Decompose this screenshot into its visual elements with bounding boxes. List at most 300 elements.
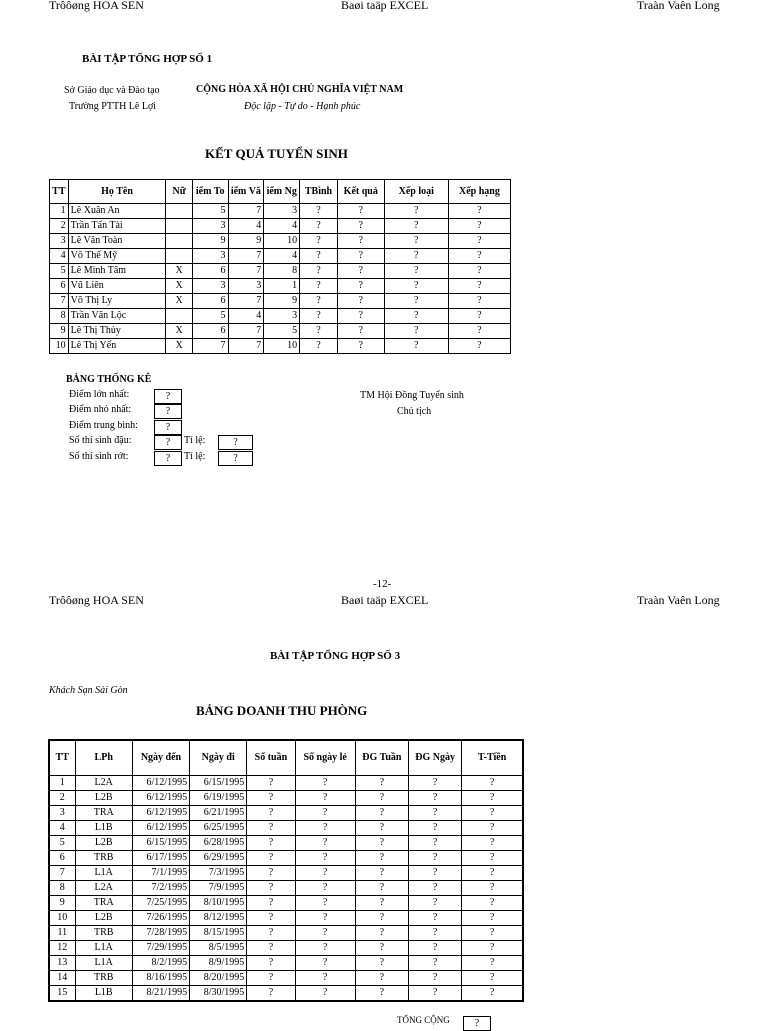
- table-cell: ?: [355, 986, 408, 1002]
- column-header: iểm To: [192, 180, 228, 204]
- table-cell: ?: [448, 339, 510, 354]
- table-cell: 2: [49, 791, 75, 806]
- table-cell: ?: [295, 866, 355, 881]
- table-cell: 7/26/1995: [132, 911, 189, 926]
- table-cell: ?: [337, 234, 384, 249]
- table-row: [50, 324, 511, 339]
- table-cell: ?: [384, 204, 448, 219]
- table-cell: 9: [50, 324, 69, 339]
- table-row: [50, 249, 511, 264]
- table-cell: 9: [192, 234, 228, 249]
- table-cell: ?: [355, 926, 408, 941]
- table-cell: 8: [50, 309, 69, 324]
- table-cell: ?: [462, 851, 523, 866]
- table-cell: 7/3/1995: [190, 866, 247, 881]
- column-header: ĐG Tuần: [355, 740, 408, 776]
- table-cell: ?: [384, 234, 448, 249]
- table-cell: 5: [192, 309, 228, 324]
- table-cell: 6/15/1995: [190, 776, 247, 791]
- table-cell: ?: [300, 279, 338, 294]
- total-label: TỔNG CỘNG: [397, 1015, 450, 1025]
- table-cell: ?: [295, 821, 355, 836]
- stats-value: ?: [154, 389, 182, 404]
- table-cell: ?: [247, 836, 295, 851]
- column-header: Xếp hạng: [448, 180, 510, 204]
- table-cell: 6/25/1995: [190, 821, 247, 836]
- page2-header-right: Traàn Vaên Long: [637, 593, 720, 607]
- stats-label: Điểm trung bình:: [69, 420, 138, 431]
- table-cell: ?: [337, 324, 384, 339]
- table-cell: Lê Văn Toàn: [68, 234, 166, 249]
- table-cell: Trần Văn Lộc: [68, 309, 166, 324]
- table-cell: 4: [264, 219, 300, 234]
- hotel-name: Khách Sạn Sài Gòn: [49, 685, 128, 696]
- stats-value: ?: [154, 404, 182, 419]
- table-row: [49, 791, 523, 806]
- table-cell: X: [166, 294, 192, 309]
- table-cell: 3: [50, 234, 69, 249]
- table-cell: 7/25/1995: [132, 896, 189, 911]
- table-cell: ?: [408, 881, 461, 896]
- table-cell: ?: [462, 776, 523, 791]
- ratio-value: ?: [218, 451, 253, 466]
- column-header: Xếp loại: [384, 180, 448, 204]
- table-cell: 6/15/1995: [132, 836, 189, 851]
- table-cell: 7: [192, 339, 228, 354]
- table-cell: [166, 249, 192, 264]
- table-cell: ?: [337, 219, 384, 234]
- table-cell: 3: [192, 279, 228, 294]
- column-header: Số tuần: [247, 740, 295, 776]
- table-cell: ?: [462, 971, 523, 986]
- table-cell: 8/10/1995: [190, 896, 247, 911]
- table-row: [50, 219, 511, 234]
- table-cell: 3: [192, 219, 228, 234]
- table-cell: Võ Thế Mỹ: [68, 249, 166, 264]
- table-cell: 7: [228, 249, 264, 264]
- table-cell: ?: [384, 309, 448, 324]
- table-cell: L1A: [75, 941, 132, 956]
- table-cell: 1: [264, 279, 300, 294]
- table-cell: ?: [300, 309, 338, 324]
- total-value: ?: [463, 1016, 491, 1031]
- table-cell: Võ Thị Ly: [68, 294, 166, 309]
- table-cell: ?: [355, 836, 408, 851]
- table-cell: ?: [300, 204, 338, 219]
- table-cell: ?: [448, 249, 510, 264]
- school-name: Trường PTTH Lê Lợi: [69, 101, 157, 112]
- table-cell: ?: [295, 941, 355, 956]
- stats-value: ?: [154, 420, 182, 435]
- table-cell: 6: [192, 294, 228, 309]
- table-cell: ?: [355, 821, 408, 836]
- department-name: Sở Giáo dục và Đào tạo: [64, 85, 160, 96]
- table-cell: ?: [355, 806, 408, 821]
- table-cell: L1A: [75, 866, 132, 881]
- table-cell: ?: [247, 851, 295, 866]
- table-cell: 3: [49, 806, 75, 821]
- table-cell: 1: [49, 776, 75, 791]
- table-cell: ?: [300, 249, 338, 264]
- table-cell: ?: [355, 896, 408, 911]
- table-cell: ?: [295, 896, 355, 911]
- table-cell: ?: [295, 791, 355, 806]
- table-cell: 5: [192, 204, 228, 219]
- table-cell: ?: [295, 776, 355, 791]
- table-cell: ?: [247, 971, 295, 986]
- table-cell: ?: [462, 896, 523, 911]
- table-cell: ?: [384, 279, 448, 294]
- ratio-label: Tỉ lệ:: [184, 435, 206, 446]
- table-cell: TRB: [75, 926, 132, 941]
- table-cell: 7: [228, 294, 264, 309]
- table-row: [50, 339, 511, 354]
- table-cell: [166, 309, 192, 324]
- table-cell: 6/28/1995: [190, 836, 247, 851]
- table-cell: ?: [448, 294, 510, 309]
- table-row: [49, 866, 523, 881]
- table-cell: ?: [462, 941, 523, 956]
- table-cell: [166, 234, 192, 249]
- table-cell: 6/21/1995: [190, 806, 247, 821]
- table-cell: X: [166, 279, 192, 294]
- table-cell: 6: [192, 324, 228, 339]
- table-cell: ?: [408, 956, 461, 971]
- table-cell: ?: [295, 851, 355, 866]
- table-cell: 6/12/1995: [132, 791, 189, 806]
- table-cell: ?: [462, 866, 523, 881]
- table-cell: ?: [384, 339, 448, 354]
- table-cell: ?: [408, 836, 461, 851]
- table-cell: ?: [384, 264, 448, 279]
- table-row: [49, 926, 523, 941]
- table-cell: ?: [337, 264, 384, 279]
- table-cell: ?: [355, 881, 408, 896]
- table-cell: 4: [264, 249, 300, 264]
- table-cell: 8/12/1995: [190, 911, 247, 926]
- table-cell: 8/20/1995: [190, 971, 247, 986]
- table-cell: ?: [295, 911, 355, 926]
- stats-label: Số thí sinh đậu:: [69, 435, 132, 446]
- table-cell: ?: [247, 896, 295, 911]
- table-cell: L2A: [75, 776, 132, 791]
- table-cell: TRB: [75, 851, 132, 866]
- table-title: KẾT QUẢ TUYỂN SINH: [205, 146, 348, 161]
- table-cell: Lê Xuân An: [68, 204, 166, 219]
- table-cell: 6/12/1995: [132, 821, 189, 836]
- ratio-value: ?: [218, 435, 253, 450]
- table-cell: ?: [408, 911, 461, 926]
- table-cell: 4: [228, 309, 264, 324]
- table-cell: ?: [295, 926, 355, 941]
- table-cell: ?: [384, 249, 448, 264]
- table-cell: ?: [300, 219, 338, 234]
- admission-results-table: [49, 179, 511, 354]
- table-cell: L1B: [75, 821, 132, 836]
- table-header-row: [50, 180, 511, 204]
- table-cell: 2: [50, 219, 69, 234]
- table-cell: ?: [337, 294, 384, 309]
- table-cell: Lê Thị Yến: [68, 339, 166, 354]
- table-cell: 10: [50, 339, 69, 354]
- table-row: [49, 806, 523, 821]
- table-cell: TRA: [75, 896, 132, 911]
- table-cell: 8/5/1995: [190, 941, 247, 956]
- table-cell: 14: [49, 971, 75, 986]
- table-cell: ?: [247, 911, 295, 926]
- table-row: [49, 836, 523, 851]
- stats-label: Điểm lớn nhất:: [69, 389, 130, 400]
- table-cell: 4: [49, 821, 75, 836]
- table-cell: 4: [50, 249, 69, 264]
- table-cell: 13: [49, 956, 75, 971]
- stats-value: ?: [154, 435, 182, 450]
- table-cell: 4: [228, 219, 264, 234]
- table-cell: ?: [355, 971, 408, 986]
- table-cell: ?: [408, 791, 461, 806]
- table-cell: ?: [355, 776, 408, 791]
- table-cell: 8/15/1995: [190, 926, 247, 941]
- table-cell: ?: [337, 249, 384, 264]
- table-cell: ?: [300, 264, 338, 279]
- table-cell: X: [166, 324, 192, 339]
- table-row: [49, 941, 523, 956]
- table-cell: ?: [462, 911, 523, 926]
- table-row: [49, 881, 523, 896]
- table-cell: L2B: [75, 791, 132, 806]
- column-header: ĐG Ngày: [408, 740, 461, 776]
- table-cell: 5: [49, 836, 75, 851]
- table-cell: ?: [448, 279, 510, 294]
- table-cell: ?: [448, 264, 510, 279]
- table-cell: ?: [448, 324, 510, 339]
- page-header-right: Traàn Vaên Long: [637, 0, 720, 12]
- column-header: Họ Tên: [68, 180, 166, 204]
- table-row: [49, 986, 523, 1002]
- table-cell: ?: [355, 866, 408, 881]
- column-header: Số ngày lẻ: [295, 740, 355, 776]
- council-title: TM Hội Đồng Tuyển sinh: [360, 390, 464, 401]
- table-cell: ?: [448, 204, 510, 219]
- table-cell: 8/21/1995: [132, 986, 189, 1002]
- table-cell: ?: [300, 339, 338, 354]
- table-cell: ?: [300, 294, 338, 309]
- table-cell: ?: [408, 806, 461, 821]
- table-cell: Trần Tấn Tài: [68, 219, 166, 234]
- table-cell: ?: [355, 956, 408, 971]
- page-header-left: Trôôøng HOA SEN: [49, 0, 144, 12]
- table-cell: 3: [264, 309, 300, 324]
- table-row: [50, 309, 511, 324]
- column-header: T-Tiền: [462, 740, 523, 776]
- table-cell: ?: [247, 881, 295, 896]
- table-cell: ?: [408, 896, 461, 911]
- table-cell: ?: [247, 776, 295, 791]
- table-cell: 6: [192, 264, 228, 279]
- stats-label: Điểm nhỏ nhất:: [69, 404, 132, 415]
- table-cell: 10: [264, 339, 300, 354]
- table-cell: ?: [384, 294, 448, 309]
- table-cell: 11: [49, 926, 75, 941]
- table-cell: 9: [49, 896, 75, 911]
- page2-header-center: Baøi taäp EXCEL: [341, 593, 429, 607]
- table-cell: ?: [337, 339, 384, 354]
- table-cell: 7/1/1995: [132, 866, 189, 881]
- table-cell: ?: [337, 279, 384, 294]
- table-cell: 7: [49, 866, 75, 881]
- table-cell: 3: [192, 249, 228, 264]
- table-cell: ?: [355, 851, 408, 866]
- table-cell: ?: [295, 836, 355, 851]
- column-header: Nữ: [166, 180, 192, 204]
- table-cell: 8: [264, 264, 300, 279]
- table-cell: [166, 219, 192, 234]
- exercise-title-3: BÀI TẬP TỔNG HỢP SỐ 3: [270, 650, 401, 662]
- table-cell: ?: [408, 776, 461, 791]
- table-cell: ?: [300, 324, 338, 339]
- stats-label: Số thí sinh rớt:: [69, 451, 129, 462]
- table-cell: ?: [295, 986, 355, 1002]
- table-cell: L1B: [75, 986, 132, 1002]
- table-cell: ?: [408, 941, 461, 956]
- table-cell: 8/16/1995: [132, 971, 189, 986]
- table-cell: 6/12/1995: [132, 776, 189, 791]
- table-cell: 6/17/1995: [132, 851, 189, 866]
- table-cell: 6/12/1995: [132, 806, 189, 821]
- table-cell: 3: [228, 279, 264, 294]
- exercise-title: BÀI TẬP TỔNG HỢP SỐ 1: [82, 53, 213, 65]
- table-cell: 7: [228, 324, 264, 339]
- column-header: Ngày đến: [132, 740, 189, 776]
- table-row: [49, 821, 523, 836]
- column-header: TT: [49, 740, 75, 776]
- table-cell: Lê Thị Thủy: [68, 324, 166, 339]
- table-cell: ?: [295, 806, 355, 821]
- table-cell: ?: [247, 986, 295, 1002]
- table-cell: 7/9/1995: [190, 881, 247, 896]
- table-cell: [166, 204, 192, 219]
- table-cell: 8/30/1995: [190, 986, 247, 1002]
- table-cell: ?: [295, 971, 355, 986]
- table-cell: ?: [337, 309, 384, 324]
- nation-name: CỘNG HÒA XÃ HỘI CHỦ NGHĨA VIỆT NAM: [196, 84, 404, 95]
- table-cell: 15: [49, 986, 75, 1002]
- table-cell: TRB: [75, 971, 132, 986]
- revenue-header-row: [49, 740, 523, 776]
- column-header: TT: [50, 180, 69, 204]
- table-row: [49, 956, 523, 971]
- table-cell: X: [166, 264, 192, 279]
- table-cell: ?: [247, 806, 295, 821]
- table-cell: ?: [247, 926, 295, 941]
- table-cell: 9: [228, 234, 264, 249]
- table-cell: 10: [49, 911, 75, 926]
- table-cell: ?: [355, 791, 408, 806]
- table-cell: ?: [408, 851, 461, 866]
- room-revenue-table: [48, 739, 524, 1002]
- table-cell: 8: [49, 881, 75, 896]
- table-cell: ?: [337, 204, 384, 219]
- table-cell: L2B: [75, 911, 132, 926]
- column-header: iểm Vă: [228, 180, 264, 204]
- table-cell: 6/29/1995: [190, 851, 247, 866]
- table-cell: 3: [264, 204, 300, 219]
- table-cell: 6: [50, 279, 69, 294]
- table-cell: ?: [462, 821, 523, 836]
- column-header: Kết quả: [337, 180, 384, 204]
- table-row: [50, 204, 511, 219]
- table-cell: ?: [448, 219, 510, 234]
- page-header-center: Baøi taäp EXCEL: [341, 0, 429, 12]
- table-cell: 8/2/1995: [132, 956, 189, 971]
- table-cell: ?: [295, 881, 355, 896]
- table-cell: ?: [408, 821, 461, 836]
- table-cell: ?: [462, 836, 523, 851]
- table-cell: ?: [355, 911, 408, 926]
- column-header: iểm Ng: [264, 180, 300, 204]
- table-row: [49, 896, 523, 911]
- table-cell: ?: [247, 941, 295, 956]
- table-cell: X: [166, 339, 192, 354]
- table-row: [50, 294, 511, 309]
- table-row: [49, 851, 523, 866]
- revenue-table-title: BẢNG DOANH THU PHÒNG: [196, 703, 368, 718]
- nation-motto: Độc lập - Tự do - Hạnh phúc: [244, 101, 361, 112]
- table-cell: Vũ Liên: [68, 279, 166, 294]
- table-row: [50, 264, 511, 279]
- table-cell: ?: [408, 866, 461, 881]
- table-cell: 1: [50, 204, 69, 219]
- table-cell: ?: [384, 324, 448, 339]
- table-cell: ?: [355, 941, 408, 956]
- table-cell: ?: [462, 806, 523, 821]
- table-cell: L2B: [75, 836, 132, 851]
- table-cell: ?: [462, 956, 523, 971]
- table-cell: 10: [264, 234, 300, 249]
- table-cell: ?: [408, 926, 461, 941]
- table-cell: 7: [50, 294, 69, 309]
- table-cell: 8/9/1995: [190, 956, 247, 971]
- table-cell: ?: [384, 219, 448, 234]
- table-cell: ?: [247, 821, 295, 836]
- table-cell: ?: [300, 234, 338, 249]
- ratio-label: Tỉ lệ:: [184, 451, 206, 462]
- table-cell: 7/29/1995: [132, 941, 189, 956]
- table-cell: ?: [247, 791, 295, 806]
- table-cell: ?: [408, 971, 461, 986]
- table-cell: 5: [50, 264, 69, 279]
- column-header: Ngày đi: [190, 740, 247, 776]
- table-cell: ?: [462, 926, 523, 941]
- table-cell: TRA: [75, 806, 132, 821]
- table-row: [49, 911, 523, 926]
- table-cell: 7: [228, 339, 264, 354]
- table-cell: 9: [264, 294, 300, 309]
- stats-title: BẢNG THỐNG KÊ: [66, 374, 152, 385]
- page-number: -12-: [373, 578, 392, 590]
- column-header: LPh: [75, 740, 132, 776]
- council-chair: Chủ tịch: [397, 406, 432, 417]
- column-header: TBình: [300, 180, 338, 204]
- table-cell: 7: [228, 264, 264, 279]
- table-cell: 7/2/1995: [132, 881, 189, 896]
- table-row: [50, 234, 511, 249]
- table-cell: ?: [295, 956, 355, 971]
- table-cell: ?: [462, 986, 523, 1002]
- table-cell: 5: [264, 324, 300, 339]
- table-cell: 6/19/1995: [190, 791, 247, 806]
- table-cell: ?: [448, 234, 510, 249]
